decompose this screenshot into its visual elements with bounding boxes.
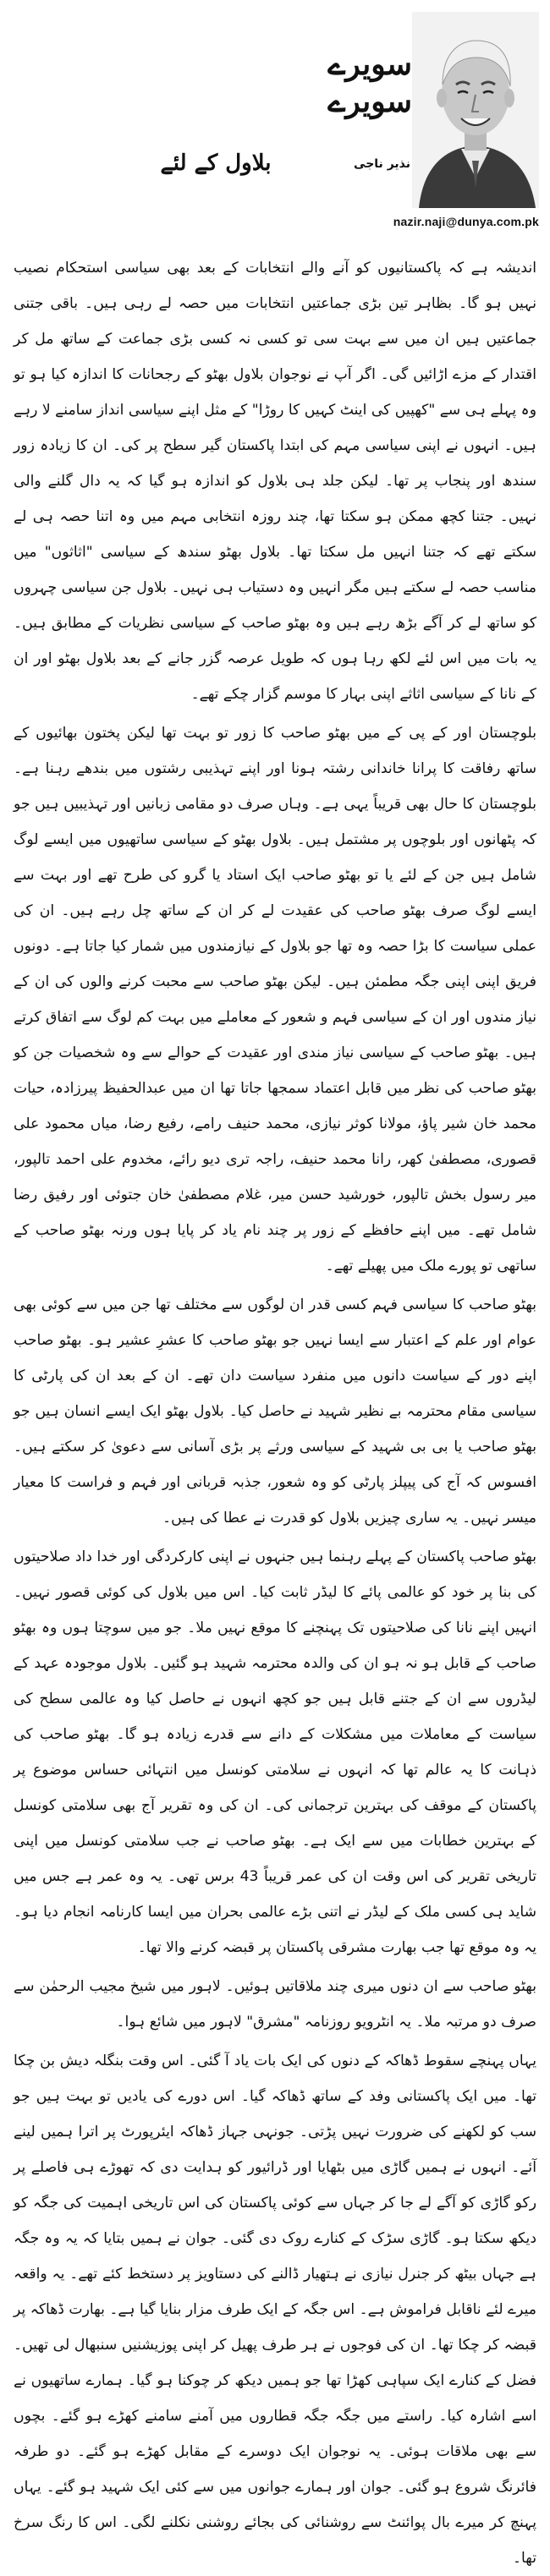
author-byline: نذیر ناجی bbox=[354, 157, 410, 171]
article-paragraph: بلوچستان اور کے پی کے میں بھٹو صاحب کا زور تو بہت تھا لیکن پختون بھائیوں کے ساتھ رفاقت کا پرانا خاندانی رشتہ ہونا اور اپنے تہذیبی رشتوں میں بندھے رہنا ہے۔ بلوچستان کا حال بھی قریباً یہی ہے۔ وہاں صرف دو مقامی زبانیں اور تہذیبیں ہیں جو کہ پٹھانوں اور بلوچوں پر مشتمل ہیں۔ بلاول بھٹو کے سیاسی ساتھیوں میں ایسے لوگ شامل ہیں جن کے لئے یا تو بھٹو صاحب ایک استاد یا گرو کی طرح تھے اور بہت سے ایسے لوگ صرف بھٹو صاحب کی عقیدت لے کر ان کے ساتھ چل رہے ہیں۔ ان کی عملی سیاست کا بڑا حصہ وہ تھا جو بلاول کے نیازمندوں میں شمار کیا جاتا ہے۔ دونوں فریق اپنی اپنی جگہ مطمئن ہیں۔ لیکن بھٹو صاحب سے محبت کرنے والوں کی ان کے نیاز مندوں اور ان کے سیاسی فہم و شعور کے معاملے میں بہت کم لوگ سے اتفاق کرتے ہیں۔ بھٹو صاحب کے سیاسی نیاز مندی اور عقیدت کے حوالے سے وہ شخصیات جن کو بھٹو صاحب کی نظر میں قابل اعتماد سمجھا جاتا تھا ان میں عبدالحفیظ پیرزادہ، حیات محمد خان شیر پاؤ، مولانا کوثر نیازی، محمد حنیف رامے، رفیع رضا، میاں محمود علی قصوری، مصطفیٰ کھر، رانا محمد حنیف، راجہ تری دیو رائے، مخدوم علی احمد تالپور، میر رسول بخش تالپور، خورشید حسن میر، غلام مصطفیٰ خان جتوئی اور رفیق رضا شامل تھے۔ میں اپنے حافظے کے زور پر چند نام یاد کر پایا ہوں ورنہ بھٹو صاحب کے ساتھی تو پورے ملک میں پھیلے تھے۔ bbox=[14, 725, 536, 1274]
article-paragraph: اندیشہ ہے کہ پاکستانیوں کو آنے والے انتخابات کے بعد بھی سیاسی استحکام نصیب نہیں ہو گا۔ بظاہر تین بڑی جماعتیں انتخابات میں حصہ لے رہی ہیں۔ باقی جتنی جماعتیں ہیں ان میں سے بہت سی تو کسی نہ کسی بڑی جماعت کے ساتھ مل کر اقتدار کے مزے اڑائیں گی۔ اگر آپ نے نوجوان بلاول بھٹو کے رجحانات کا اندازہ کیا ہو تو وہ پہلے ہی سے "کھپیں کی اینٹ کہیں کا روڑا" کے مثل اپنے سیاسی انداز سامنے لا رہے ہیں۔ انہوں نے اپنی سیاسی مہم کی ابتدا پاکستان گیر سطح پر کی۔ ان کا زیادہ زور سندھ اور پنجاب پر تھا۔ لیکن جلد ہی بلاول کو اندازہ ہو گیا کہ یہ دال گلنے والی نہیں۔ جتنا کچھ ممکن ہو سکتا تھا، چند روزہ انتخابی مہم میں وہ اتنا حصہ ہی لے سکتے تھے کہ جتنا انہیں مل سکتا تھا۔ بلاول بھٹو سندھ کے سیاسی "اثاثوں" میں مناسب حصہ لے سکتے ہیں مگر انہیں وہ دستیاب ہی نہیں۔ بلاول جن سیاسی چہروں کو ساتھ لے کر آگے بڑھ رہے ہیں وہ بھٹو صاحب کے سیاسی نظریات کے مطابق ہیں۔ یہ بات میں اس لئے لکھ رہا ہوں کہ طویل عرصہ گزر جانے کے بعد بلاول بھٹو اور ان کے نانا کے سیاسی اثاثے اپنی بہار کا موسم گزار چکے تھے۔ bbox=[14, 260, 536, 703]
article-title: بلاول کے لئے bbox=[160, 151, 272, 176]
column-masthead bbox=[317, 12, 539, 227]
article-paragraph: بھٹو صاحب کا سیاسی فہم کسی قدر ان لوگوں سے مختلف تھا جن میں سے کوئی بھی عوام اور علم کے اعتبار سے ایسا نہیں جو بھٹو صاحب کا عشرِ عشیر ہو۔ بھٹو صاحب اپنے دور کے سیاست دانوں میں منفرد سیاست دان تھے۔ ان کے بعد ان کی پارٹی کا سیاسی مقام محترمہ بے نظیر شہید نے حاصل کیا۔ بلاول بھٹو ایک ایسے انسان ہیں جو بھٹو صاحب یا بی بی شہید کے سیاسی ورثے پر بڑی آسانی سے دعویٰ کر سکتے ہیں۔ افسوس کہ آج کی پیپلز پارٹی کو وہ شعور، جذبہ قربانی اور فہم و فراست کا معیار میسر نہیں۔ یہ ساری چیزیں بلاول کو قدرت نے عطا کی ہیں۔ bbox=[14, 1296, 536, 1526]
column-logo bbox=[327, 46, 412, 147]
column-logo-line1: سویرے bbox=[327, 47, 412, 82]
column-logo-line2: سویرے bbox=[327, 84, 412, 119]
article-paragraph: بھٹو صاحب سے ان دنوں میری چند ملاقاتیں ہوئیں۔ لاہور میں شیخ مجیب الرحمٰن سے صرف دو مرتبہ ملا۔ یہ انٹرویو روزنامہ "مشرق" لاہور میں شائع ہوا۔ bbox=[14, 1978, 536, 2031]
article-paragraph: یہاں پہنچے سقوط ڈھاکہ کے دنوں کی ایک بات یاد آ گئی۔ اس وقت بنگلہ دیش بن چکا تھا۔ میں ایک پاکستانی وفد کے ساتھ ڈھاکہ گیا۔ اس دورے کی یادیں تو بہت ہیں جو سب کو لکھنے کی ضرورت نہیں پڑتی۔ جونہی جہاز ڈھاکہ ایئرپورٹ پر اترا ہمیں لینے آئے۔ انہوں نے ہمیں گاڑی میں بٹھایا اور ڈرائیور کو ہدایت دی کہ تھوڑے ہی فاصلے پر رکو گاڑی کو آگے لے جا کر جہاں سے کوئی پاکستان کی اس تاریخی اہمیت کی جگہ کو دیکھ سکتا ہو۔ گاڑی سڑک کے کنارے روک دی گئی۔ جوان نے ہمیں بتایا کہ یہ وہ جگہ ہے جہاں بیٹھ کر جنرل نیازی نے ہتھیار ڈالنے کی دستاویز پر دستخط کئے تھے۔ یہ واقعہ میرے لئے ناقابل فراموش ہے۔ اس جگہ کے ایک طرف مزار بنایا گیا ہے۔ بھارت ڈھاکہ پر قبضہ کر چکا تھا۔ ان کی فوجوں نے ہر طرف پھیل کر اپنی پوزیشنیں سنبھال لی تھیں۔ فضل کے کنارے ایک سپاہی کھڑا تھا جو ہمیں دیکھ کر چوکنا ہو گیا۔ ہمارے ساتھیوں نے اسے اشارہ کیا۔ راستے میں جگہ جگہ قطاروں میں آمنے سامنے کھڑے ہو گئے۔ بچوں سے بھی ملاقات ہوئی۔ یہ نوجوان ایک دوسرے کے مقابل کھڑے ہو گئے۔ دو طرفہ فائرنگ شروع ہو گئی۔ جوان اور ہمارے جوانوں میں سے کئی ایک شہید ہو گئے۔ یہاں پہنچ کر میرے بال پوائنٹ سے روشنائی کی بجائے روشنی نکلنے لگی۔ اس کا رنگ سرخ تھا۔ bbox=[14, 2053, 536, 2567]
author-photo bbox=[412, 12, 539, 208]
author-email: nazir.naji@dunya.com.pk bbox=[393, 215, 539, 228]
article-paragraph: بھٹو صاحب پاکستان کے پہلے رہنما ہیں جنہوں نے اپنی کارکردگی اور خدا داد صلاحیتوں کی بنا پر خود کو عالمی پائے کا لیڈر ثابت کیا۔ اس میں بلاول کی کوئی قصور نہیں۔ انہیں اپنے نانا کی صلاحیتوں تک پہنچنے کا موقع نہیں ملا۔ جو میں سوچتا ہوں وہ بھٹو صاحب کے قابل ہو نہ ہو ان کی والدہ محترمہ شہید ہو گئیں۔ بلاول موجودہ عہد کے لیڈروں سے ان کے جتنے قابل ہیں جو کچھ انہوں نے حاصل کیا وہ عالمی سطح کی سیاست کے معاملات میں مشکلات کے دانے سے قدرے زیادہ ہو گا۔ بھٹو صاحب کی ذہانت کا یہ عالم تھا کہ انہوں نے سلامتی کونسل میں انتہائی حساس موضوع پر پاکستان کے موقف کی بہترین ترجمانی کی۔ ان کی وہ تقریر آج بھی سلامتی کونسل کے بہترین خطابات میں سے ایک ہے۔ بھٹو صاحب نے جب سلامتی کونسل میں اپنی تاریخی تقریر کی اس وقت ان کی عمر قریباً 43 برس تھی۔ یہ وہ عمر ہے جس میں شاید ہی کسی ملک کے لیڈر نے اتنی بڑے عالمی بحران میں ایسا کارنامہ انجام دیا ہو۔ یہ وہ موقع تھا جب بھارت مشرقی پاکستان پر قبضہ کرنے والا تھا۔ bbox=[14, 1548, 536, 1956]
author-portrait-icon bbox=[412, 12, 539, 208]
article-body bbox=[14, 250, 536, 2576]
